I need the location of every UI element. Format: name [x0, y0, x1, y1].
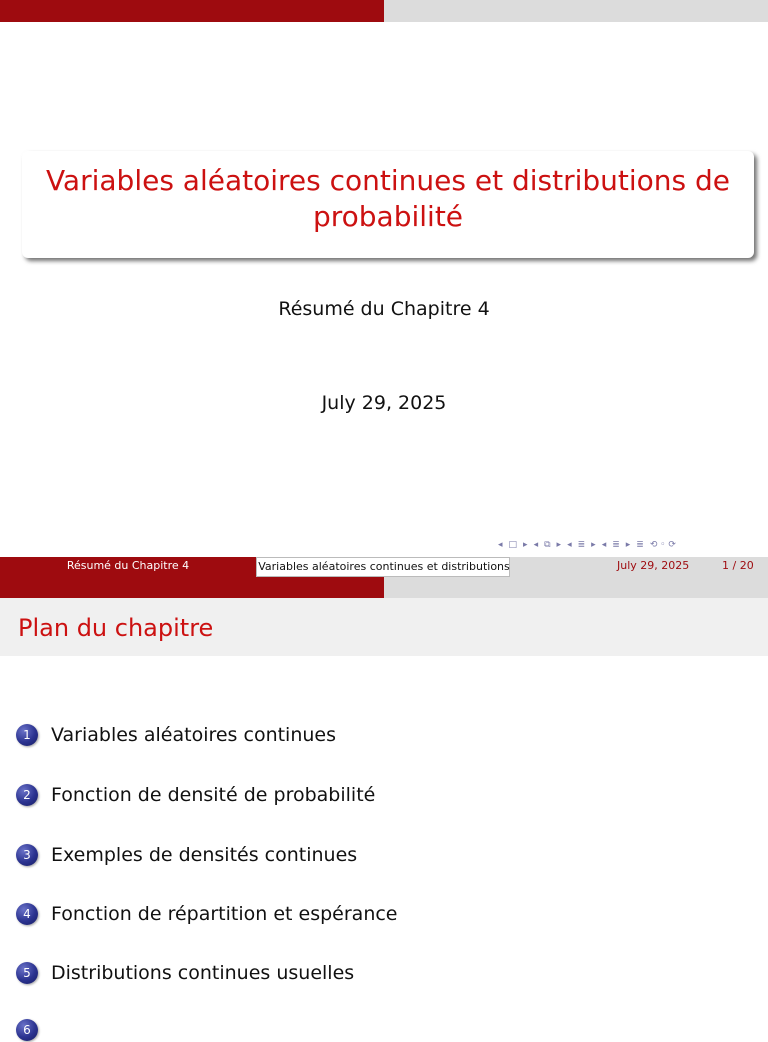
toc-number-badge: 2 — [16, 784, 38, 806]
nav-section-icon[interactable]: ≣ — [577, 540, 586, 550]
slide-footer — [0, 557, 768, 577]
toc-number-badge: 3 — [16, 844, 38, 866]
footer-page-number: 1 / 20 — [722, 559, 754, 572]
frame-title-bar — [0, 598, 768, 656]
nav-document-icon[interactable]: ≣ — [636, 540, 644, 550]
toc-label: Fonction de répartition et espérance — [51, 903, 398, 925]
title-box — [22, 151, 754, 258]
presentation-subtitle: Résumé du Chapitre 4 — [278, 298, 490, 320]
nav-next-slide-icon[interactable]: ▸ — [523, 540, 528, 550]
footer-title — [256, 557, 510, 577]
nav-prev-subsection-icon[interactable]: ◂ — [533, 540, 539, 550]
nav-next-section-icon[interactable]: ▸ — [591, 540, 596, 550]
nav-search-icon[interactable]: ⟲ ◦ ⟳ — [649, 540, 676, 550]
top-bar-gray — [384, 577, 768, 598]
toc-number-badge: 1 — [16, 724, 38, 746]
toc-number-badge: 6 — [16, 1019, 38, 1041]
nav-prev-slide-icon[interactable]: ◂ — [498, 540, 503, 550]
footer-title-text: Variables aléatoires continues et distributions — [258, 560, 510, 573]
frame-title: Plan du chapitre — [18, 614, 214, 642]
top-bar-red — [0, 577, 384, 598]
nav-next-part-icon[interactable]: ▸ — [625, 540, 631, 550]
toc-label: Distributions continues usuelles — [51, 962, 355, 984]
toc-label: Variables aléatoires continues — [51, 724, 337, 746]
nav-prev-section-icon[interactable]: ◂ — [567, 540, 572, 550]
slide-2 — [0, 577, 768, 1037]
toc-item-2[interactable] — [16, 783, 375, 807]
footer-author — [0, 557, 256, 577]
nav-frame-icon[interactable]: □ — [508, 540, 518, 550]
toc-number-badge: 4 — [16, 903, 38, 925]
presentation-title: Variables aléatoires continues et distributions de probabilité — [45, 164, 731, 233]
toc-label: Fonction de densité de probabilité — [51, 784, 376, 806]
footer-date: July 29, 2025 — [617, 559, 690, 572]
top-bar-red — [0, 0, 384, 22]
nav-prev-part-icon[interactable]: ◂ — [601, 540, 607, 550]
toc-item-4[interactable] — [16, 902, 398, 926]
toc-label: Exemples de densités continues — [51, 844, 358, 866]
toc-item-5[interactable] — [16, 961, 354, 985]
top-bar-gray — [384, 0, 768, 22]
nav-part-icon[interactable]: ≣ — [612, 540, 620, 550]
toc-number-badge: 5 — [16, 962, 38, 984]
toc-item-1[interactable] — [16, 723, 336, 747]
toc-item-6[interactable] — [16, 1018, 51, 1042]
navigation-symbols — [498, 538, 676, 552]
presentation-date: July 29, 2025 — [321, 392, 447, 414]
nav-next-subsection-icon[interactable]: ▸ — [556, 540, 562, 550]
footer-info — [510, 557, 768, 577]
footer-short-title: Résumé du Chapitre 4 — [66, 559, 190, 572]
toc-item-3[interactable] — [16, 843, 357, 867]
nav-subsection-icon[interactable]: ⧉ — [544, 540, 551, 550]
